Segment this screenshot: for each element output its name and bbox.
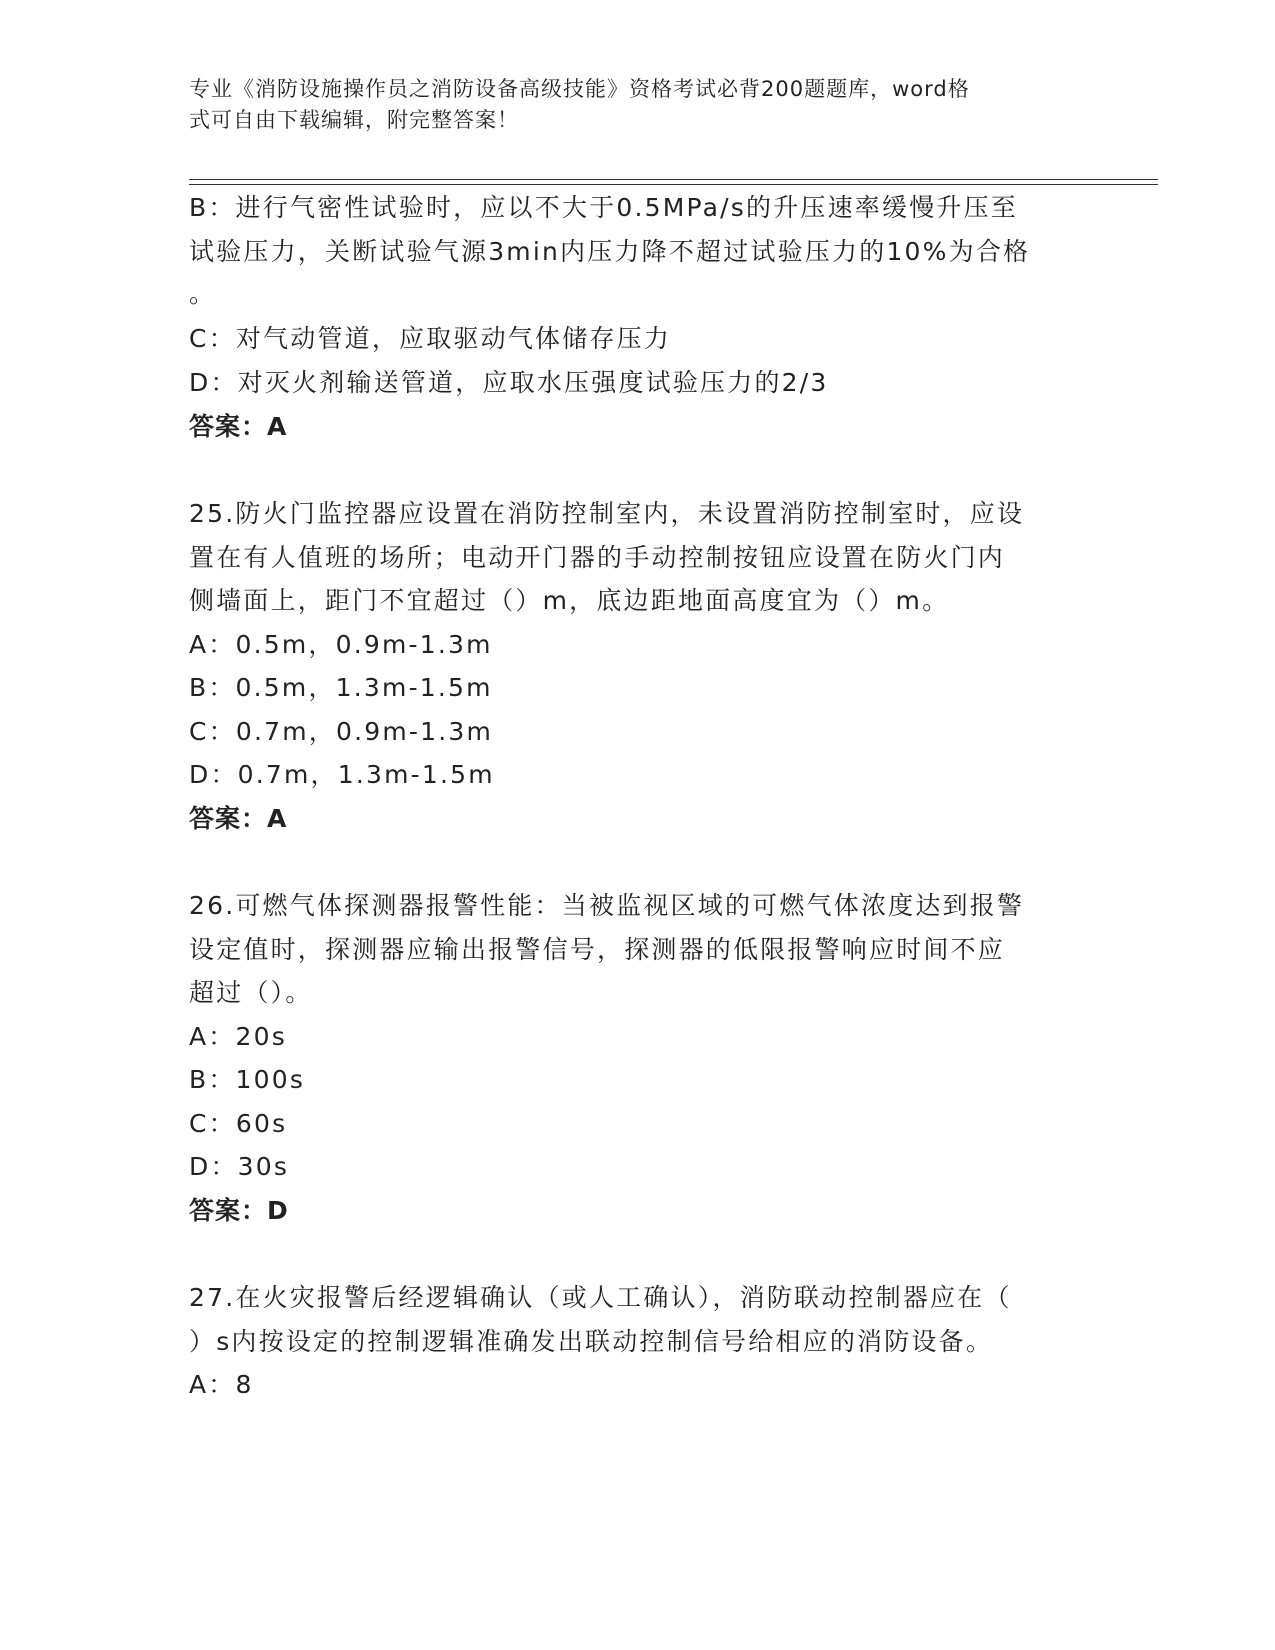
q24-option-b-line-1: B：进行气密性试验时，应以不大于0.5MPa/s的升压速率缓慢升压至 bbox=[189, 193, 1019, 222]
header-divider-top bbox=[189, 179, 1158, 180]
q26-text-line-1: 26.可燃气体探测器报警性能：当被监视区域的可燃气体浓度达到报警 bbox=[189, 891, 1025, 920]
q27-text-line-2: ）s内按设定的控制逻辑准确发出联动控制信号给相应的消防设备。 bbox=[189, 1327, 994, 1356]
q25-option-b: B：0.5m，1.3m-1.5m bbox=[189, 673, 493, 702]
q24-option-b-line-2: 试验压力，关断试验气源3min内压力降不超过试验压力的10%为合格 bbox=[189, 237, 1031, 266]
q26-option-c: C：60s bbox=[189, 1109, 288, 1138]
q25-text-line-3: 侧墙面上，距门不宜超过（）m，底边距地面高度宜为（）m。 bbox=[189, 586, 950, 615]
q26-text-line-3: 超过（）。 bbox=[189, 978, 313, 1007]
q24-option-b-line-3: 。 bbox=[189, 279, 217, 308]
header-divider-bottom bbox=[189, 184, 1158, 185]
header-title-line-1: 专业《消防设施操作员之消防设备高级技能》资格考试必背200题题库，word格 bbox=[189, 77, 970, 101]
q25-option-a: A：0.5m，0.9m-1.3m bbox=[189, 630, 493, 659]
q26-answer: 答案：D bbox=[189, 1196, 289, 1225]
q26-option-b: B：100s bbox=[189, 1065, 306, 1094]
q25-answer: 答案：A bbox=[189, 804, 288, 833]
header-title-line-2: 式可自由下载编辑，附完整答案！ bbox=[189, 108, 519, 132]
q24-answer: 答案：A bbox=[189, 412, 288, 441]
q24-option-d: D：对灭火剂输送管道，应取水压强度试验压力的2/3 bbox=[189, 368, 829, 397]
q26-option-d: D：30s bbox=[189, 1152, 290, 1181]
q25-option-c: C：0.7m，0.9m-1.3m bbox=[189, 717, 494, 746]
q27-option-a: A：8 bbox=[189, 1370, 254, 1399]
q26-text-line-2: 设定值时，探测器应输出报警信号，探测器的低限报警响应时间不应 bbox=[189, 935, 1006, 964]
q25-text-line-1: 25.防火门监控器应设置在消防控制室内，未设置消防控制室时，应设 bbox=[189, 499, 1025, 528]
q25-text-line-2: 置在有人值班的场所；电动开门器的手动控制按钮应设置在防火门内 bbox=[189, 543, 1006, 572]
q26-option-a: A：20s bbox=[189, 1022, 287, 1051]
q24-option-c: C：对气动管道，应取驱动气体储存压力 bbox=[189, 324, 672, 353]
q25-option-d: D：0.7m，1.3m-1.5m bbox=[189, 760, 495, 789]
document-header bbox=[189, 74, 1069, 136]
q27-text-line-1: 27.在火灾报警后经逻辑确认（或人工确认），消防联动控制器应在（ bbox=[189, 1283, 1012, 1312]
